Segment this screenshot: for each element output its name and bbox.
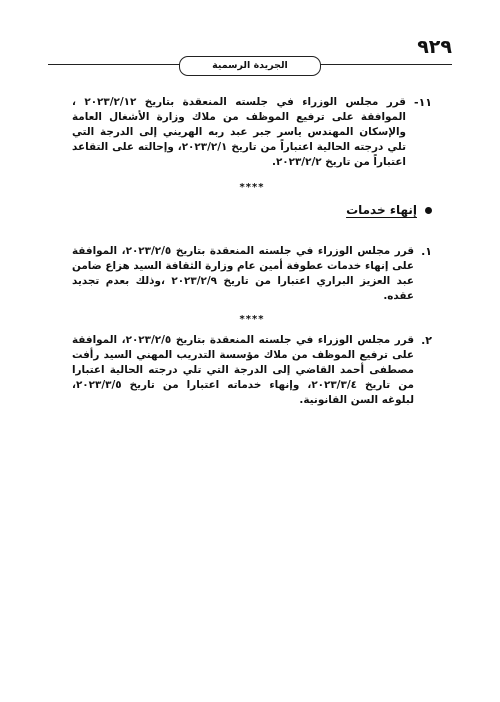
item-text: قرر مجلس الوزراء في جلسته المنعقدة بتاريخ ٢٠٢٣/٢/٥، الموافقة على إنهاء خدمات عطوفة أمين عام وزارة الثقافة السيد هزاع ضامن عبد العزيز البراري اعتبارا من تاريخ ٢٠٢٣/٢/٩ ،وذلك بعدم تجديد عقده. <box>72 245 415 302</box>
item-number: ٢. <box>421 334 432 347</box>
separator-stars: **** <box>239 182 265 193</box>
section-title: إنهاء خدمات <box>346 203 417 217</box>
termination-item-1 <box>72 244 432 304</box>
item-text: قرر مجلس الوزراء في جلسته المنعقدة بتاريخ ٢٠٢٣/٢/١٢ ، الموافقة على ترفيع الموظف من ملاك وزارة الأشغال العامة والإسكان المهندس ياسر جبر عبد ربه الهريني إلى الدرجة التي تلي درجته الحالية اعتباراً من تاريخ ٢٠٢٣/٢/١، وإحالته على التقاعد اعتباراً من تاريخ ٢٠٢٣/٢/٢. <box>72 96 406 168</box>
bullet-icon <box>425 207 432 214</box>
item-number: ١. <box>421 245 432 258</box>
termination-item-2 <box>72 333 432 408</box>
section-heading <box>72 203 432 218</box>
item-text: قرر مجلس الوزراء في جلسته المنعقدة بتاريخ ٢٠٢٣/٢/٥، الموافقة على ترفيع الموظف من ملاك مؤسسة التدريب المهني السيد رأفت مصطفى أحمد القاضي إلى الدرجة التي تلي درجته الحالية اعتبارا من تاريخ ٢٠٢٣/٣/٤، وإنهاء خدماته اعتبارا من تاريخ ٢٠٢٣/٣/٥، لبلوغه السن القانونية. <box>72 334 415 406</box>
separator-stars: **** <box>239 314 265 325</box>
decision-item-11 <box>72 95 432 170</box>
page-number: ٩٢٩ <box>417 36 452 58</box>
document-body <box>72 95 432 408</box>
item-number: ١١- <box>413 96 432 109</box>
publication-name-badge: الجريدة الرسمية <box>179 56 321 76</box>
